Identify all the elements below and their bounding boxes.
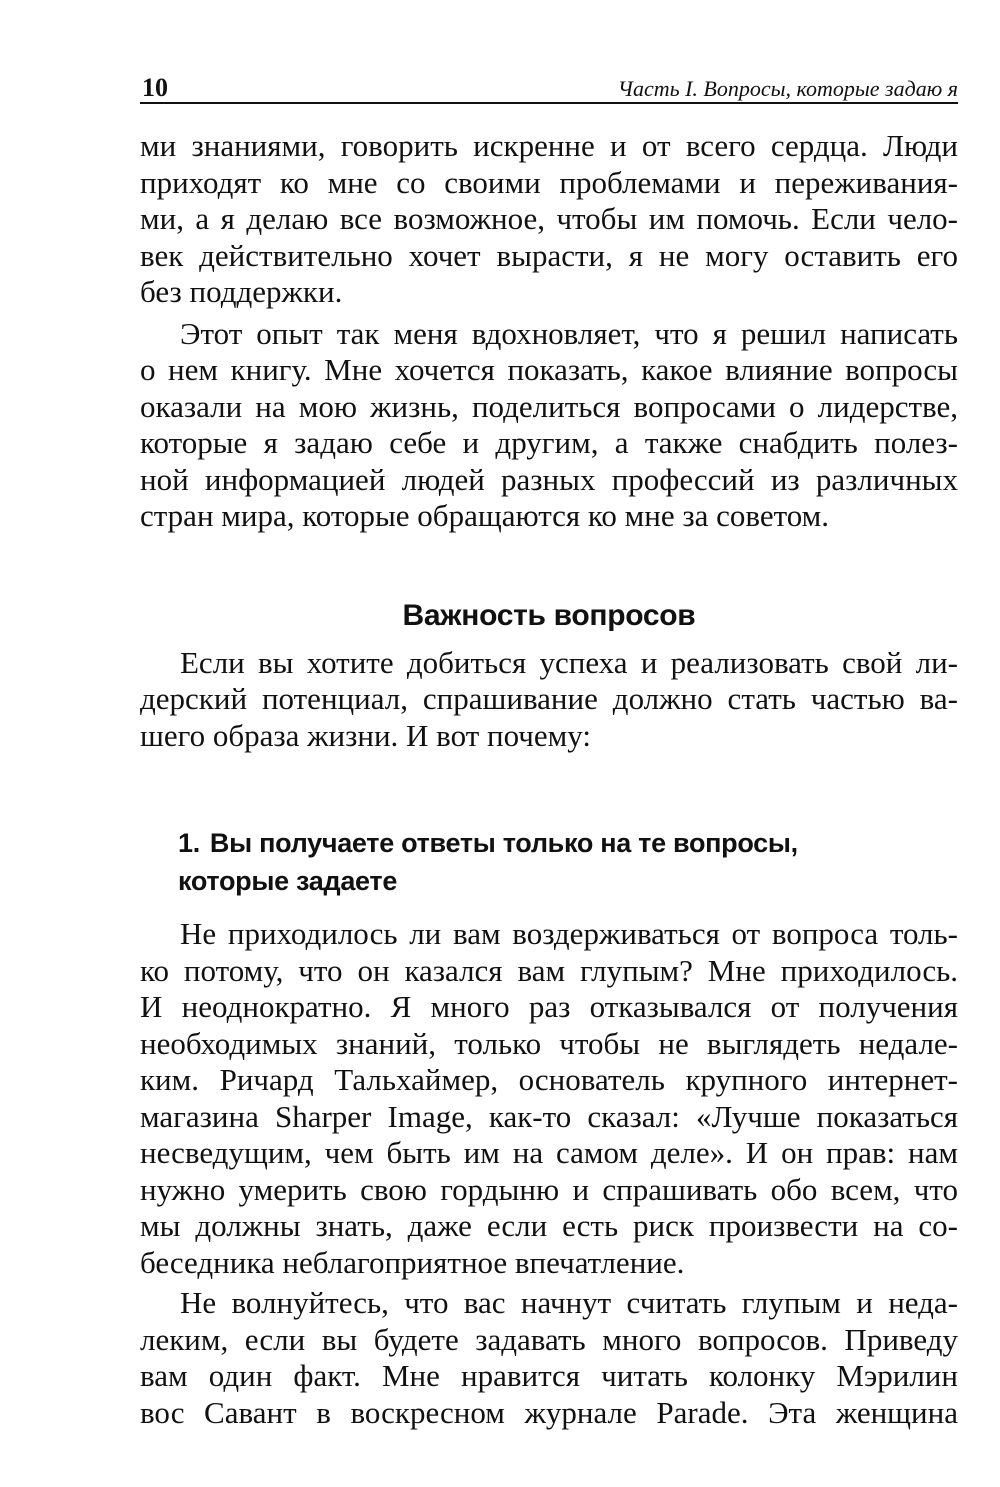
section-heading: Важность вопросов [402, 598, 696, 632]
paragraph [140, 1285, 958, 1431]
page-number: 10 [142, 73, 168, 102]
text-line: ми, а я делаю все возможное, чтобы им помочь. Если чело- [140, 201, 958, 236]
text-line: дерский потенциал, спрашивание должно стать частью ва- [140, 681, 958, 716]
running-header [140, 68, 958, 104]
text-line: Если вы хотите добиться успеха и реализовать свой ли- [180, 644, 958, 680]
text-line: ко потому, что он казался вам глупым? Мне приходилось. [140, 952, 958, 988]
paragraph [140, 916, 958, 1281]
text-line: ким. Ричард Тальхаймер, основатель крупного интернет- [140, 1062, 958, 1097]
text-line: Этот опыт так меня вдохновляет, что я решил написать [180, 315, 958, 351]
text-line: мы должны знать, даже если есть риск произвести на со- [140, 1208, 958, 1243]
subsection-title-line-2: которые задаете [178, 866, 398, 896]
text-line: магазина Sharper Image, как-то сказал: «Лучше показаться [140, 1098, 958, 1134]
text-line: несведущим, чем быть им на самом деле». И он прав: нам [140, 1135, 958, 1170]
text-line: вос Савант в воскресном журнале Parade. Эта женщина [140, 1394, 958, 1430]
text-line: ной информацией людей разных профессий из различных [140, 461, 958, 497]
text-line: оказали на мою жизнь, поделиться вопросами о лидерстве, [140, 388, 958, 424]
paragraph-continuation [140, 128, 958, 311]
subsection-title-line-1: Вы получаете ответы только на те вопросы, [209, 828, 798, 858]
text-line: вам один факт. Мне нравится читать колонку Мэрилин [140, 1358, 958, 1393]
paragraph [140, 645, 958, 755]
text-line: стран мира, которые обращаются ко мне за советом. [140, 498, 830, 533]
text-line: без поддержки. [140, 274, 343, 309]
text-line: Не приходилось ли вам воздерживаться от вопроса толь- [180, 916, 958, 951]
text-line: необходимых знаний, только чтобы не выглядеть недале- [140, 1025, 958, 1061]
text-line: которые я задаю себе и другим, а также снабдить полез- [140, 425, 958, 460]
text-line: И неоднократно. Я много раз отказывался от получения [140, 989, 958, 1024]
text-line: приходят ко мне со своими проблемами и переживания- [140, 164, 958, 200]
text-line: ми знаниями, говорить искренне и от всего сердца. Люди [140, 128, 958, 163]
text-line: Не волнуйтесь, что вас начнут считать глупым и неда- [180, 1285, 958, 1320]
text-line: беседника неблагоприятное впечатление. [140, 1244, 685, 1280]
book-page [140, 68, 958, 1431]
text-line: леким, если вы будете задавать много вопросов. Приведу [140, 1321, 958, 1357]
paragraph [140, 316, 958, 535]
text-line: век действительно хочет вырасти, я не могу оставить его [140, 237, 958, 273]
running-section-title: Часть I. Вопросы, которые задаю я [617, 76, 958, 101]
text-line: о нем книгу. Мне хочется показать, какое влияние вопросы [140, 352, 958, 387]
text-line: нужно умерить свою гордыню и спрашивать обо всем, что [140, 1171, 958, 1207]
subsection-number: 1. [178, 828, 200, 858]
subsection-heading [140, 824, 958, 900]
text-line: шего образа жизни. И вот почему: [140, 717, 591, 753]
